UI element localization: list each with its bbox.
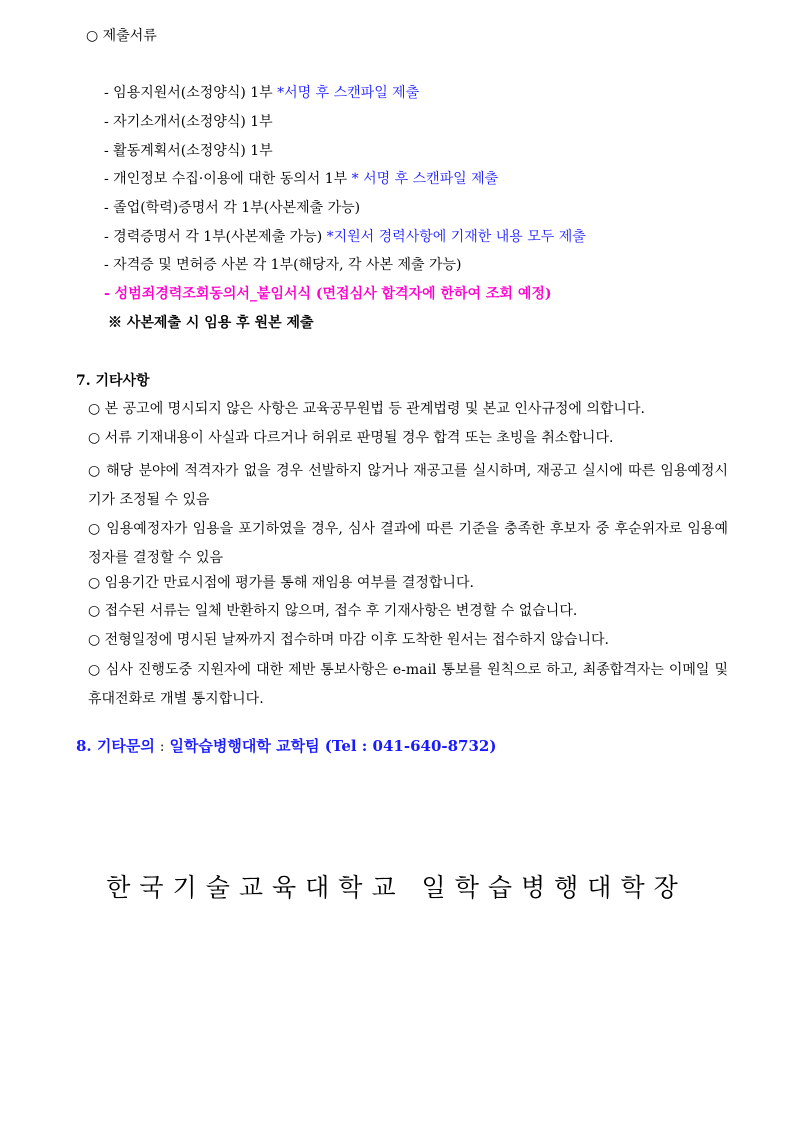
copy-note: ※ 사본제출 시 임용 후 원본 제출 <box>108 315 314 331</box>
submission-item <box>104 169 498 189</box>
submission-item-text: - 개인정보 수집·이용에 대한 동의서 1부 <box>104 171 352 187</box>
submission-item <box>104 227 586 247</box>
section7-item: ○ 전형일정에 명시된 날짜까지 접수하며 마감 이후 도착한 원서는 접수하지 않습니다. <box>88 632 609 648</box>
submission-item-text: - 활동계획서(소정양식) 1부 <box>104 143 273 159</box>
submission-item-note: *서명 후 스캔파일 제출 <box>277 85 420 101</box>
submission-item <box>104 198 360 218</box>
section8-separator: : <box>154 737 170 755</box>
submission-item-text: - 자격증 및 면허증 사본 각 1부(해당자, 각 사본 제출 가능) <box>104 257 462 273</box>
section7-item: ○ 서류 기재내용이 사실과 다르거나 허위로 판명될 경우 합격 또는 초빙을 취소합니다. <box>88 430 614 446</box>
submission-item <box>104 112 273 132</box>
submission-heading: ○ 제출서류 <box>86 28 157 44</box>
submission-item <box>104 83 419 103</box>
submission-item-text: - 자기소개서(소정양식) 1부 <box>104 114 273 130</box>
section7-item: ○ 임용기간 만료시점에 평가를 통해 재임용 여부를 결정합니다. <box>88 575 474 591</box>
section7-item: ○ 본 공고에 명시되지 않은 사항은 교육공무원법 등 관계법령 및 본교 인사규정에 의합니다. <box>88 401 645 417</box>
section7-item: ○ 접수된 서류는 일체 반환하지 않으며, 접수 후 기재사항은 변경할 수 없습니다. <box>88 603 578 619</box>
section7-title: 7. 기타사항 <box>76 373 150 389</box>
submission-item-text: - 경력증명서 각 1부(사본제출 가능) <box>104 229 327 245</box>
section8-label: 8. 기타문의 <box>76 737 155 755</box>
section8-contact-line <box>76 736 496 756</box>
section7-item: ○ 심사 진행도중 지원자에 대한 제반 통보사항은 e-mail 통보를 원칙으로 하고, 최종합격자는 이메일 및 휴대전화로 개별 통지합니다. <box>88 662 728 707</box>
submission-item-note: *지원서 경력사항에 기재한 내용 모두 제출 <box>326 229 586 245</box>
section7-item: ○ 임용예정자가 임용을 포기하였을 경우, 심사 결과에 따른 기준을 충족한 후보자 중 후순위자로 임용예정자를 결정할 수 있음 <box>88 521 728 566</box>
section7-item: ○ 해당 분야에 적격자가 없을 경우 선발하지 않거나 재공고를 실시하며, 재공고 실시에 따른 임용예정시기가 조정될 수 있음 <box>88 463 728 508</box>
issuer-footer: 한국기술교육대학교 일학습병행대학장 <box>106 873 687 902</box>
submission-item-text: - 임용지원서(소정양식) 1부 <box>104 85 278 101</box>
submission-item <box>104 141 273 161</box>
section8-contact: 일학습병행대학 교학팀 (Tel : 041-640-8732) <box>169 737 497 755</box>
submission-highlight: - 성범죄경력조회동의서_붙임서식 (면접심사 합격자에 한하여 조회 예정) <box>104 286 552 302</box>
submission-item-text: - 졸업(학력)증명서 각 1부(사본제출 가능) <box>104 200 361 216</box>
submission-item-note: * 서명 후 스캔파일 제출 <box>351 171 499 187</box>
submission-item <box>104 255 462 275</box>
